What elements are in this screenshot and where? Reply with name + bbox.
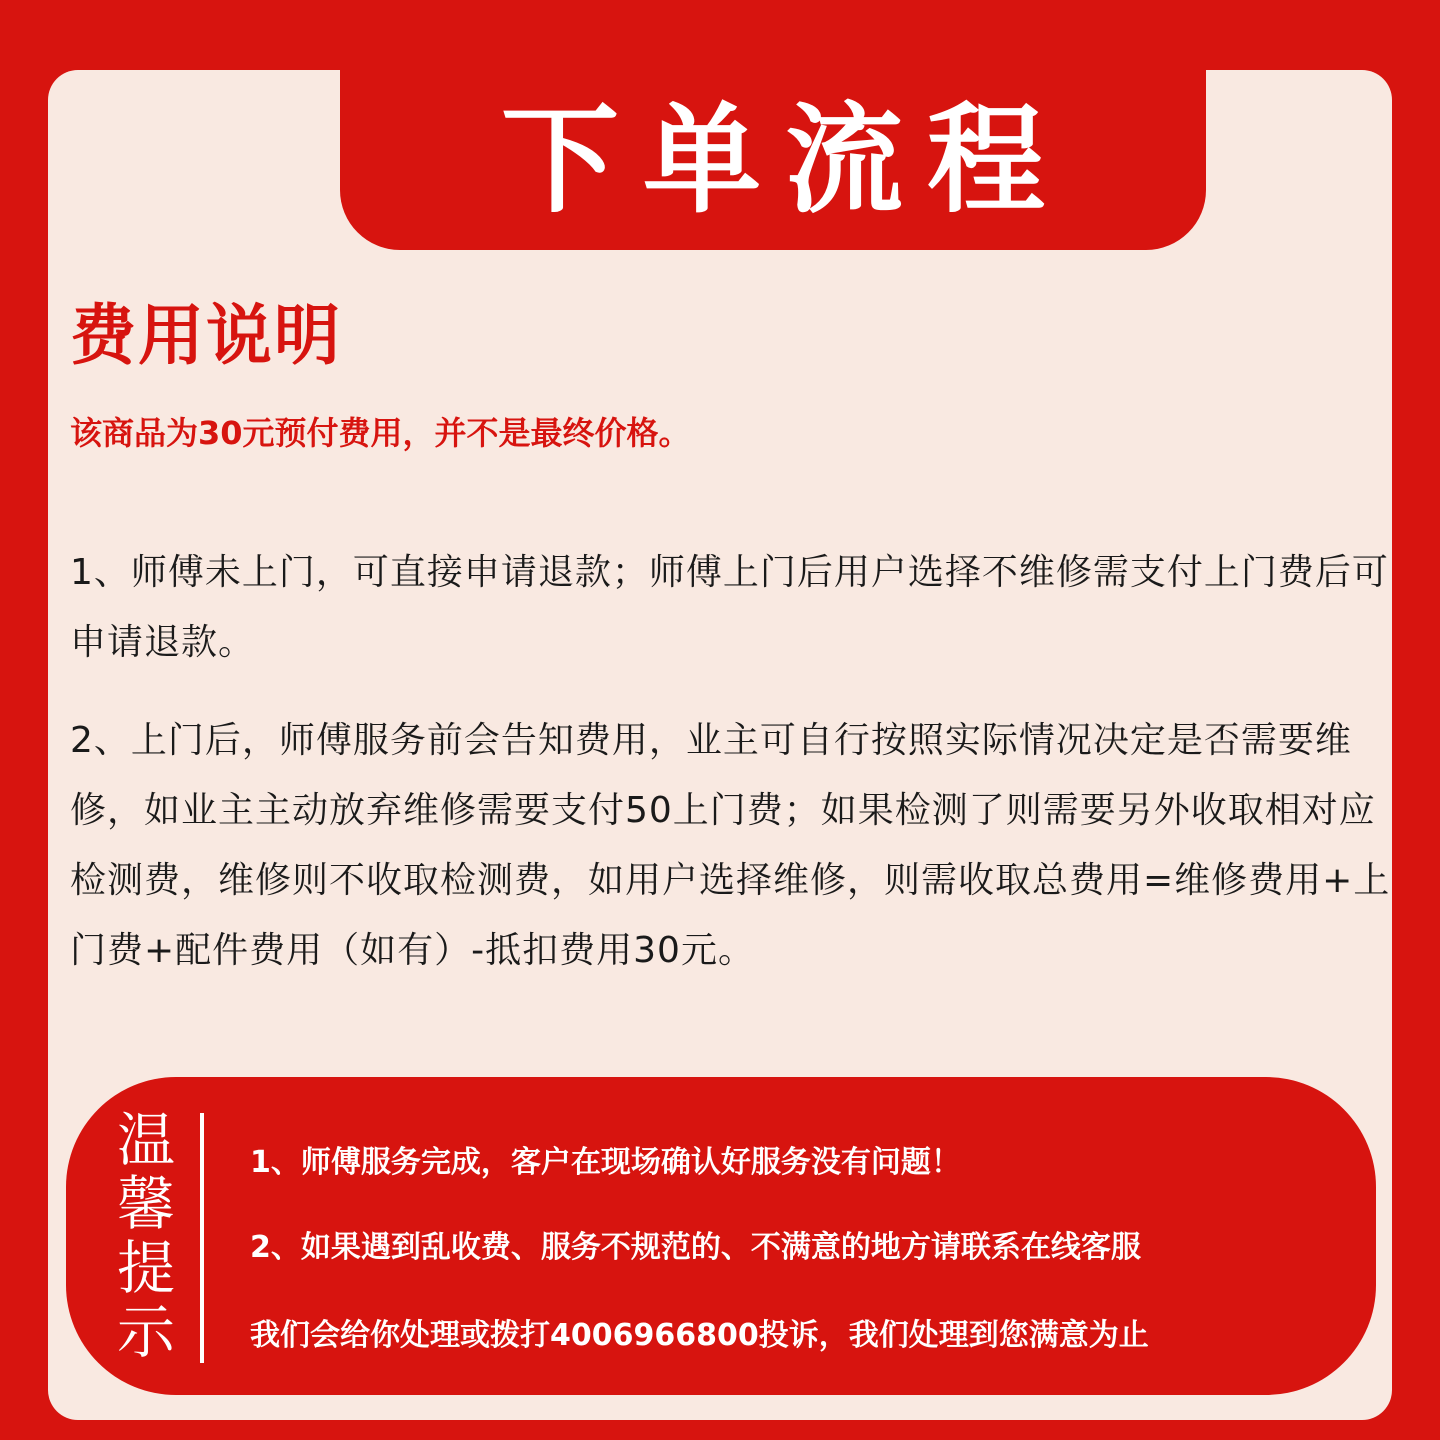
tip-line-3: 我们会给你处理或拨打4006966800投诉，我们处理到您满意为止 — [250, 1318, 1149, 1353]
tip-line-2: 2、如果遇到乱收费、服务不规范的、不满意的地方请联系在线客服 — [250, 1230, 1141, 1265]
fee-calculation-paragraph: 2、上门后，师傅服务前会告知费用，业主可自行按照实际情况决定是否需要维修，如业主主动放弃维修需要支付50上门费；如果检测了则需要另外收取相对应检测费，维修则不收取检测费，如用户选择维修，则需收取总费用=维修费用+上门费+配件费用（如有）-抵扣费用30元。 — [70, 720, 1391, 971]
fee-section-heading: 费用说明 — [70, 297, 342, 374]
prepayment-note: 该商品为30元预付费用，并不是最终价格。 — [70, 414, 691, 452]
title-banner — [340, 70, 1206, 250]
tips-divider — [200, 1113, 204, 1363]
refund-policy-paragraph: 1、师傅未上门，可直接申请退款；师傅上门后用户选择不维修需支付上门费后可申请退款。 — [70, 552, 1389, 663]
tip-line-1: 1、师傅服务完成，客户在现场确认好服务没有问题！ — [250, 1145, 961, 1180]
page-title: 下单流程 — [500, 91, 1069, 229]
tips-label: 温馨提示 — [116, 1106, 175, 1366]
